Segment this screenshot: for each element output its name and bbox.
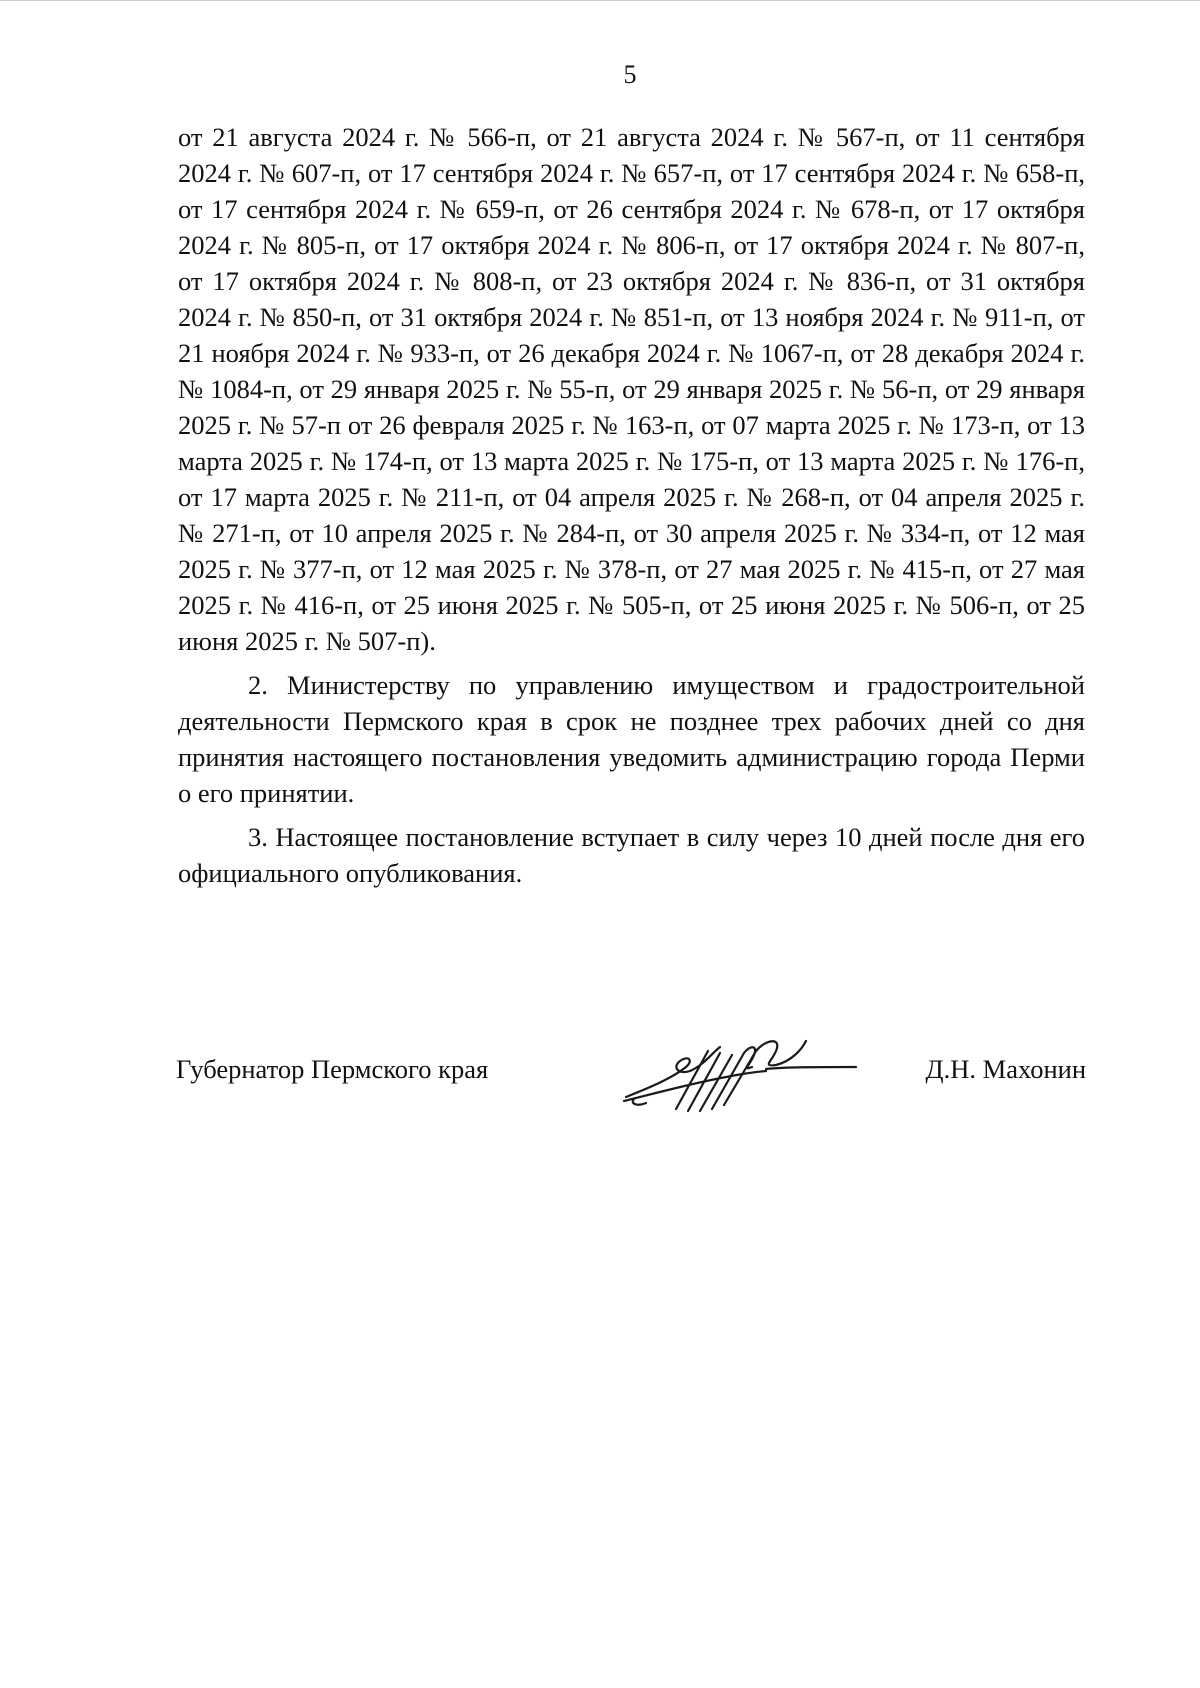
- document-body: [178, 119, 1085, 891]
- signatory-position: Губернатор Пермского края: [176, 1054, 489, 1084]
- paragraph-item-3: 3. Настоящее постановление вступает в силу через 10 дней после дня его официального опубликования.: [178, 822, 1085, 888]
- page-number: 5: [623, 60, 637, 89]
- signatory-name: Д.Н. Махонин: [925, 1054, 1086, 1084]
- paragraph-item-2: 2. Министерству по управлению имуществом и градостроительной деятельности Пермского края в срок не позднее трех рабочих дней со дня принятия настоящего постановления уведомить администрацию города Перми о его принятии.: [178, 670, 1085, 808]
- paragraph-continuation: от 21 августа 2024 г. № 566-п, от 21 августа 2024 г. № 567-п, от 11 сентября 2024 г. № 607-п, от 17 сентября 2024 г. № 657-п, от 17 сентября 2024 г. № 658-п, от 17 сентября 2024 г. № 659-п, от 26 сентября 2024 г. № 678-п, от 17 октября 2024 г. № 805-п, от 17 октября 2024 г. № 806-п, от 17 октября 2024 г. № 807-п, от 17 октября 2024 г. № 808-п, от 23 октября 2024 г. № 836-п, от 31 октября 2024 г. № 850-п, от 31 октября 2024 г. № 851-п, от 13 ноября 2024 г. № 911-п, от 21 ноября 2024 г. № 933-п, от 26 декабря 2024 г. № 1067-п, от 28 декабря 2024 г. № 1084-п, от 29 января 2025 г. № 55-п, от 29 января 2025 г. № 56-п, от 29 января 2025 г. № 57-п от 26 февраля 2025 г. № 163-п, от 07 марта 2025 г. № 173-п, от 13 марта 2025 г. № 174-п, от 13 марта 2025 г. № 175-п, от 13 марта 2025 г. № 176-п, от 17 марта 2025 г. № 211-п, от 04 апреля 2025 г. № 268-п, от 04 апреля 2025 г. № 271-п, от 10 апреля 2025 г. № 284-п, от 30 апреля 2025 г. № 334-п, от 12 мая 2025 г. № 377-п, от 12 мая 2025 г. № 378-п, от 27 мая 2025 г. № 415-п, от 27 мая 2025 г. № 416-п, от 25 июня 2025 г. № 505-п, от 25 июня 2025 г. № 506-п, от 25 июня 2025 г. № 507-п).: [178, 122, 1085, 656]
- signature-block: [176, 1049, 1086, 1109]
- handwritten-signature-icon: [616, 1027, 876, 1117]
